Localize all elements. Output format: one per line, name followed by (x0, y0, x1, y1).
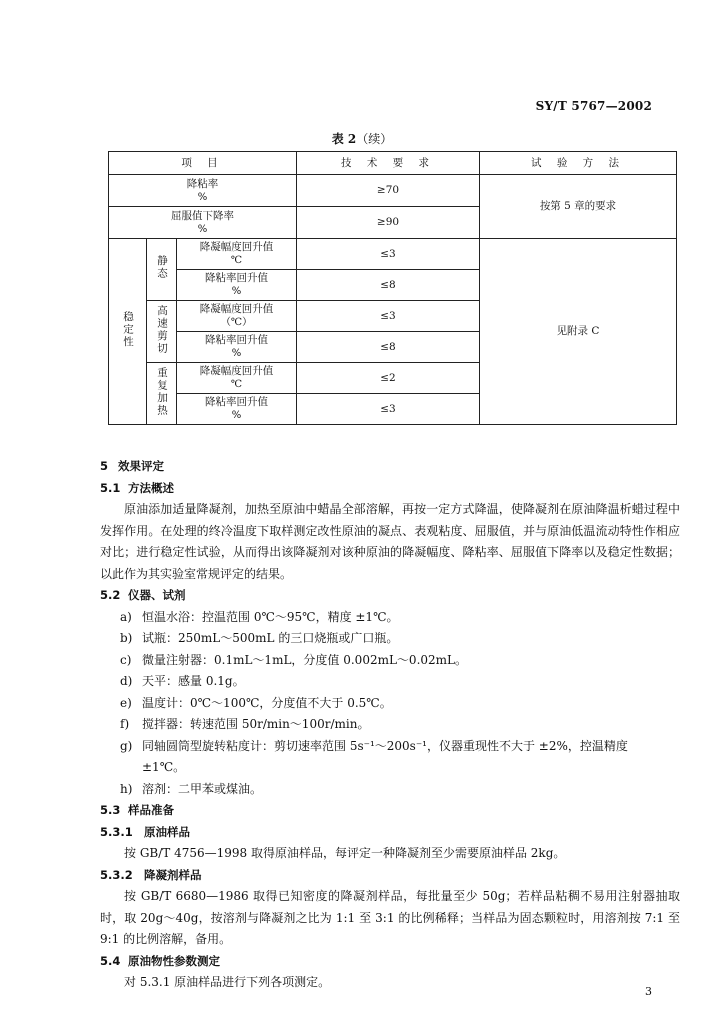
list-item: b) 试瓶：250mL～500mL 的三口烧瓶或广口瓶。 (120, 631, 399, 645)
section-heading: 5.3.2 降凝剂样品 (100, 867, 202, 882)
row-unit: % (197, 223, 208, 235)
row-unit: % (231, 286, 242, 297)
row-item: 降粘率回升值 (205, 272, 268, 284)
table-row (109, 239, 677, 270)
header-method: 试 验 方 法 (480, 152, 677, 175)
row-unit: % (231, 410, 242, 421)
document-body (100, 456, 680, 994)
row-item: 降粘率 (186, 177, 219, 190)
sub-shear: 高速剪切 (156, 304, 168, 355)
caption-continued: （续） (356, 132, 393, 146)
section-heading: 5.3 样品准备 (100, 803, 174, 817)
list-item: e) 温度计：0℃～100℃，分度值不大于 0.5℃。 (120, 695, 392, 710)
section-heading: 5.1 方法概述 (100, 480, 174, 495)
row-item: 降粘率回升值 (205, 396, 268, 408)
caption-title: 表 2 (331, 132, 357, 146)
list-item-continuation: ±1℃。 (142, 760, 186, 774)
list-item: f) 搅拌器：转速范围 50r/min～100r/min。 (120, 717, 370, 731)
row-requirement: ≤2 (297, 363, 480, 394)
row-item: 降凝幅度回升值 (199, 241, 274, 253)
row-unit: （℃） (220, 317, 253, 328)
section-heading: 5.3.1 原油样品 (100, 824, 190, 839)
paragraph: 按 GB/T 6680—1986 取得已知密度的降凝剂样品，每批量至少 50g；若样品粘稠不易用注射器抽取时，取 20g～40g，按溶剂与降凝剂之比为 1:1 至 3:1 的比例稀释；当样品为固态颗粒时，用溶剂按 7:1 至 9:1 的比例溶解，备用。 (100, 889, 680, 946)
group-stability: 稳定性 (122, 310, 134, 349)
table-caption (0, 130, 724, 147)
spec-table (108, 151, 677, 425)
table-header-row (109, 152, 677, 175)
row-item: 降凝幅度回升值 (199, 365, 274, 377)
row-unit: ℃ (230, 379, 243, 390)
row-item: 降凝幅度回升值 (199, 303, 274, 315)
row-requirement: ≤8 (297, 332, 480, 363)
row-unit: % (197, 191, 208, 203)
section-heading: 5.4 原油物性参数测定 (100, 953, 220, 968)
row-unit: % (231, 348, 242, 359)
row-unit: ℃ (230, 255, 243, 266)
list-item: h) 溶剂：二甲苯或煤油。 (120, 781, 263, 796)
list-item: c) 微量注射器：0.1mL～1mL，分度值 0.002mL～0.02mL。 (120, 652, 467, 667)
section-heading: 5 效果评定 (100, 459, 164, 473)
row-requirement: ≤3 (297, 239, 480, 270)
sub-reheat: 重复加热 (156, 366, 168, 417)
header-item: 项 目 (109, 152, 297, 175)
paragraph: 按 GB/T 4756—1998 取得原油样品，每评定一种降凝剂至少需要原油样品 2kg。 (124, 846, 566, 860)
list-item: a) 恒温水浴：控温范围 0℃～95℃，精度 ±1℃。 (120, 609, 399, 624)
standard-code: SY/T 5767—2002 (535, 99, 652, 113)
row-requirement: ≤3 (297, 394, 480, 425)
sub-static: 静态 (156, 255, 168, 280)
header-requirement: 技 术 要 求 (297, 152, 480, 175)
list-item: d) 天平：感量 0.1g。 (120, 674, 245, 688)
list-item: g) 同轴圆筒型旋转粘度计：剪切速率范围 5s⁻¹～200s⁻¹，仪器重现性不大于 ±2%，控温精度 (120, 738, 628, 753)
row-requirement: ≥70 (297, 175, 480, 207)
paragraph: 原油添加适量降凝剂，加热至原油中蜡晶全部溶解，再按一定方式降温，使降凝剂在原油降温析蜡过程中发挥作用。在处理的终冷温度下取样测定改性原油的凝点、表观粘度、屈服值，并与原油低温流动特性作相应对比；进行稳定性试验，从而得出该降凝剂对该种原油的降凝幅度、降粘率、屈服值下降率以及稳定性数据；以此作为其实验室常规评定的结果。 (100, 502, 680, 581)
method-stability: 见附录 C (480, 239, 677, 425)
table-row (109, 175, 677, 207)
paragraph: 对 5.3.1 原油样品进行下列各项测定。 (124, 975, 331, 989)
page-number: 3 (645, 985, 652, 998)
section-heading: 5.2 仪器、试剂 (100, 588, 186, 602)
row-requirement: ≤3 (297, 301, 480, 332)
row-item: 屈服值下降率 (171, 209, 234, 222)
row-item: 降粘率回升值 (205, 334, 268, 346)
method-top: 按第 5 章的要求 (480, 175, 677, 239)
row-requirement: ≤8 (297, 270, 480, 301)
row-requirement: ≥90 (297, 207, 480, 239)
